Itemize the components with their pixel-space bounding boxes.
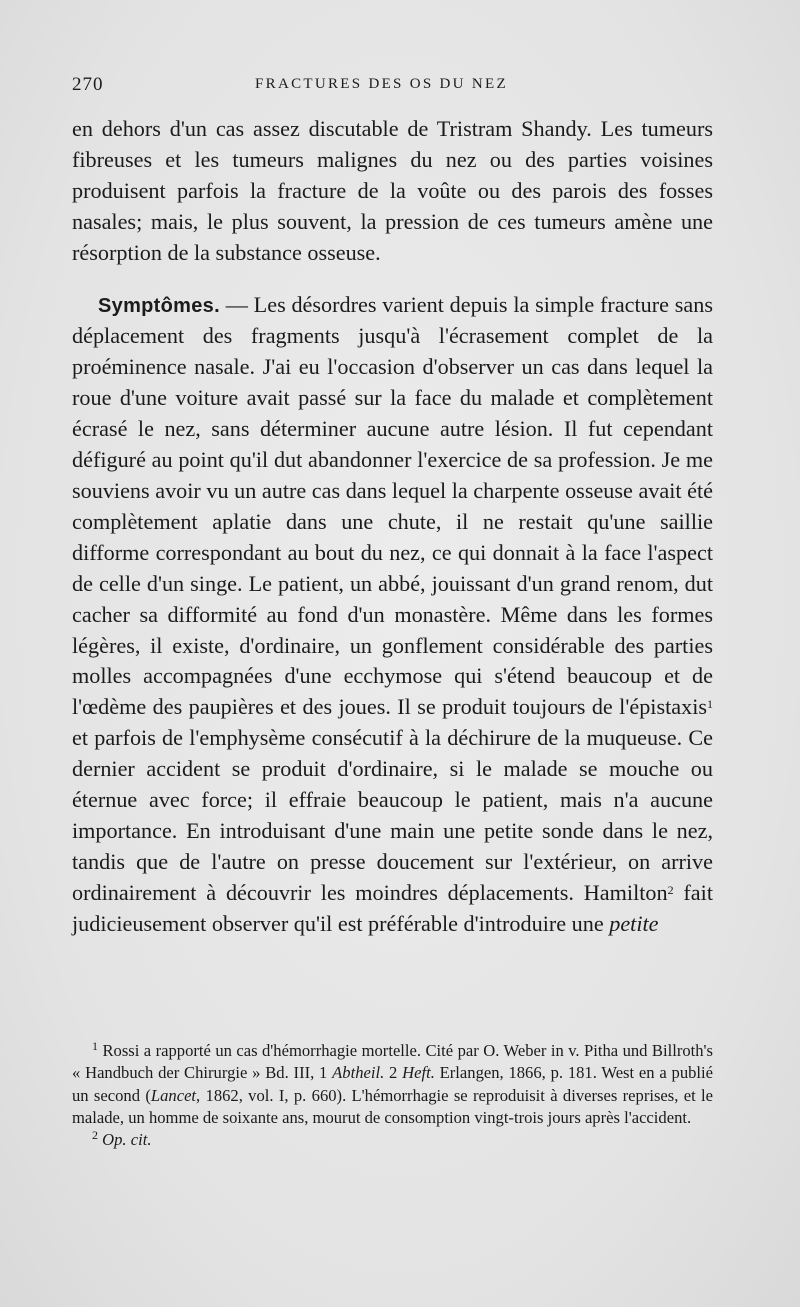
footnote-1 — [72, 1040, 713, 1129]
paragraph-2-text-a: — Les désordres varient depuis la simple fracture sans déplacement des fragments jusqu'à l'écrasement complet de la proéminence nasale. J'ai eu l'occasion d'observer un cas dans lequel la roue d'une voiture avait passé sur la face du malade et complètement écrasé le nez, sans déterminer aucune autre lésion. Il fut cependant défiguré au point qu'il dut abandonner l'exercice de sa profession. Je me souviens avoir vu un autre cas dans lequel la charpente osseuse avait été complètement aplatie dans une chute, il ne restait qu'une saillie difforme correspondant au bout du nez, ce qui donnait à la face l'aspect de celle d'un singe. Le patient, un abbé, jouissant d'un grand renom, dut cacher sa difformité au fond d'un monastère. Même dans les formes légères, il existe, d'ordinaire, un gonflement considérable des parties molles accompagnées d'une ecchymose qui s'étend beaucoup et de l'œdème des paupières et des joues. Il se produit toujours de l'épistaxis — [72, 291, 713, 720]
footnote-1-text-c: Erlangen, 1866, p. 181. West en a publié un second ( — [72, 1063, 714, 1105]
paragraph-1: en dehors d'un cas assez discutable de Tristram Shandy. Les tumeurs fibreuses et les tumeurs malignes du nez ou des parties voisines produisent parfois la fracture de la voûte ou des parois des fosses nasales; mais, le plus souvent, la pression de ces tumeurs amène une résorption de la substance osseuse. — [72, 116, 713, 265]
footnote-2-text: Op. cit. — [102, 1130, 152, 1150]
paragraph-2-italic: petite — [609, 910, 659, 936]
footnote-1-italic-1: Abtheil. — [332, 1063, 385, 1083]
footnote-2 — [72, 1129, 713, 1151]
main-text — [72, 114, 713, 940]
footnote-ref-2: 2 — [667, 882, 674, 897]
footnotes — [72, 1040, 713, 1151]
paragraph-2 — [72, 290, 713, 940]
running-title: FRACTURES DES OS DU NEZ — [255, 76, 508, 92]
footnote-1-mark: 1 — [92, 1039, 98, 1053]
footnote-1-italic-3: Lancet, — [150, 1085, 201, 1105]
footnote-1-text-d: 1862, vol. I, p. 660). L'hémorrhagie se reproduisit à diverses reprises, et le malade, un homme de soixante ans, mourut de consomption vingt-trois jours après l'accident. — [72, 1085, 713, 1127]
footnote-1-text-a: Rossi a rapporté un cas d'hémorrhagie mortelle. Cité par O. Weber in v. Pitha und Billroth's « Handbuch der Chirurgie » Bd. III, 1 — [72, 1041, 713, 1083]
footnote-1-text-b: 2 — [384, 1063, 403, 1083]
footnote-ref-1: 1 — [707, 697, 713, 712]
paragraph-2-text-b: et parfois de l'emphysème consécutif à la déchirure de la muqueuse. Ce dernier accident se produit d'ordinaire, si le malade se mouche ou éternue avec force; il effraie beaucoup le patient, mais n'a aucune importance. En introduisant d'une main une petite sonde dans le nez, tandis que de l'autre on presse doucement sur l'extérieur, on arrive ordinairement à découvrir les moindres déplacements. Hamilton — [72, 725, 713, 905]
section-heading-symptomes: Symptômes. — [98, 294, 220, 317]
footnote-1-italic-2: Heft. — [402, 1063, 435, 1083]
page-number: 270 — [72, 74, 104, 95]
page-header — [72, 74, 712, 100]
footnote-2-mark: 2 — [92, 1128, 98, 1143]
paragraph-2-text-c: fait judicieusement observer qu'il est préférable d'introduire une — [72, 879, 713, 936]
